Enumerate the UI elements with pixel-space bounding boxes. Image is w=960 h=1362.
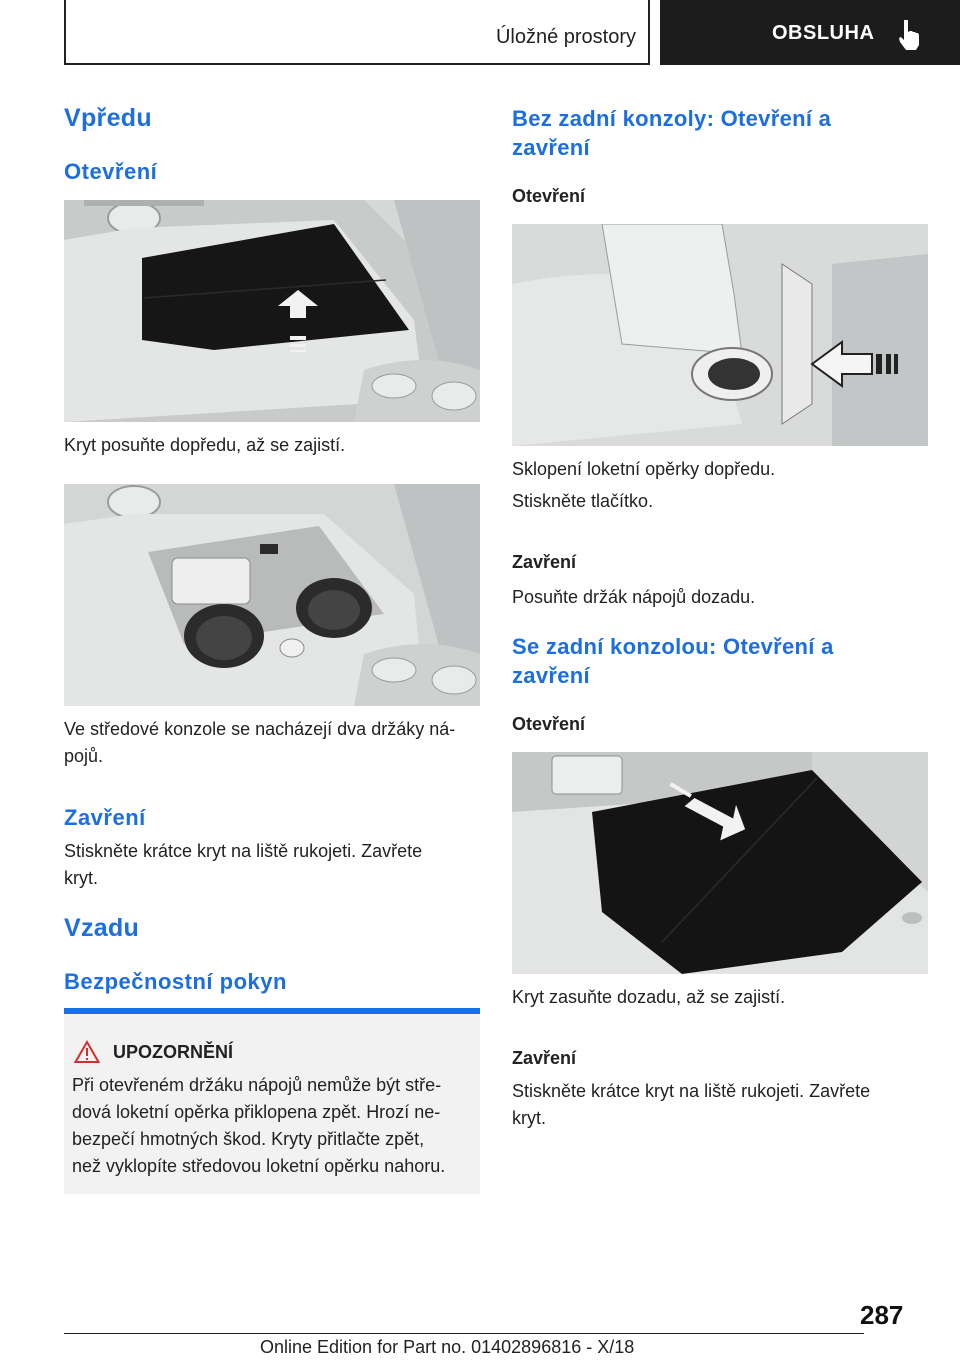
header-rule-bottom <box>64 63 650 65</box>
caption-fold-armrest: Sklopení loketní opěrky dopředu. <box>512 459 776 479</box>
heading-close-front: Zavření <box>64 805 146 830</box>
warning-text <box>72 1072 474 1180</box>
chapter-tab-label: OBSLUHA <box>772 22 875 44</box>
subheading-open-1: Otevření <box>512 186 586 206</box>
footer-rule <box>64 1333 864 1334</box>
caption-press-button: Stiskněte tlačítko. <box>512 491 654 511</box>
close-text-1: Posuňte držák nápojů dozadu. <box>512 587 756 607</box>
warning-text-body: Při otevřeném držáku nápojů nemůže být stře- dová loketní opěrka přiklopena zpět. Hrozí ne- bezpečí hmotných škod. Kryty přitlačte zpět, než vyklopíte středovou loketní opěrku nahoru. <box>72 1075 446 1176</box>
rear-console-cover-image <box>512 752 928 974</box>
close-text-front-body: Stiskněte krátce kryt na liště rukojeti. Zavřete kryt. <box>64 841 423 888</box>
subheading-close-2: Zavření <box>512 1048 577 1068</box>
heading-front: Vpředu <box>64 104 152 132</box>
page-number: 287 <box>860 1300 904 1330</box>
armrest-cupholder-image <box>512 224 928 446</box>
heading-open: Otevření <box>64 159 158 184</box>
close-text-front <box>64 838 474 892</box>
close-text-2-body: Stiskněte krátce kryt na liště rukojeti. Zavřete kryt. <box>512 1081 871 1128</box>
heading-without-rear-console <box>512 104 912 162</box>
caption-slide-back: Kryt zasuňte dozadu, až se zajistí. <box>512 987 786 1007</box>
cupholders-image <box>64 484 480 706</box>
warning-triangle-icon <box>74 1040 100 1064</box>
caption-cupholders-text: Ve středové konzole se nacházejí dva držáky ná- pojů. <box>64 719 456 766</box>
subheading-close-1: Zavření <box>512 552 577 572</box>
header-rule-left <box>64 0 66 64</box>
close-text-2 <box>512 1078 928 1132</box>
section-title: Úložné prostory <box>495 26 636 48</box>
heading-without-rear-console-text: Bez zadní konzoly: Otevření a zavření <box>512 106 832 160</box>
heading-with-rear-console <box>512 632 912 690</box>
pointing-hand-icon <box>896 18 922 52</box>
heading-safety: Bezpečnostní pokyn <box>64 969 287 994</box>
caption-cupholders <box>64 716 474 770</box>
caption-slide-forward: Kryt posuňte dopředu, až se zajistí. <box>64 435 346 455</box>
warning-box <box>64 1008 480 1194</box>
header-separator <box>648 0 650 65</box>
warning-title: UPOZORNĚNÍ <box>113 1042 234 1062</box>
console-cover-image <box>64 200 480 422</box>
chapter-tab[interactable] <box>660 0 960 65</box>
subheading-open-2: Otevření <box>512 714 586 734</box>
heading-with-rear-console-text: Se zadní konzolou: Otevření a zavření <box>512 634 834 688</box>
heading-rear: Vzadu <box>64 914 140 942</box>
footer-edition: Online Edition for Part no. 01402896816 - X/18 <box>260 1337 635 1357</box>
